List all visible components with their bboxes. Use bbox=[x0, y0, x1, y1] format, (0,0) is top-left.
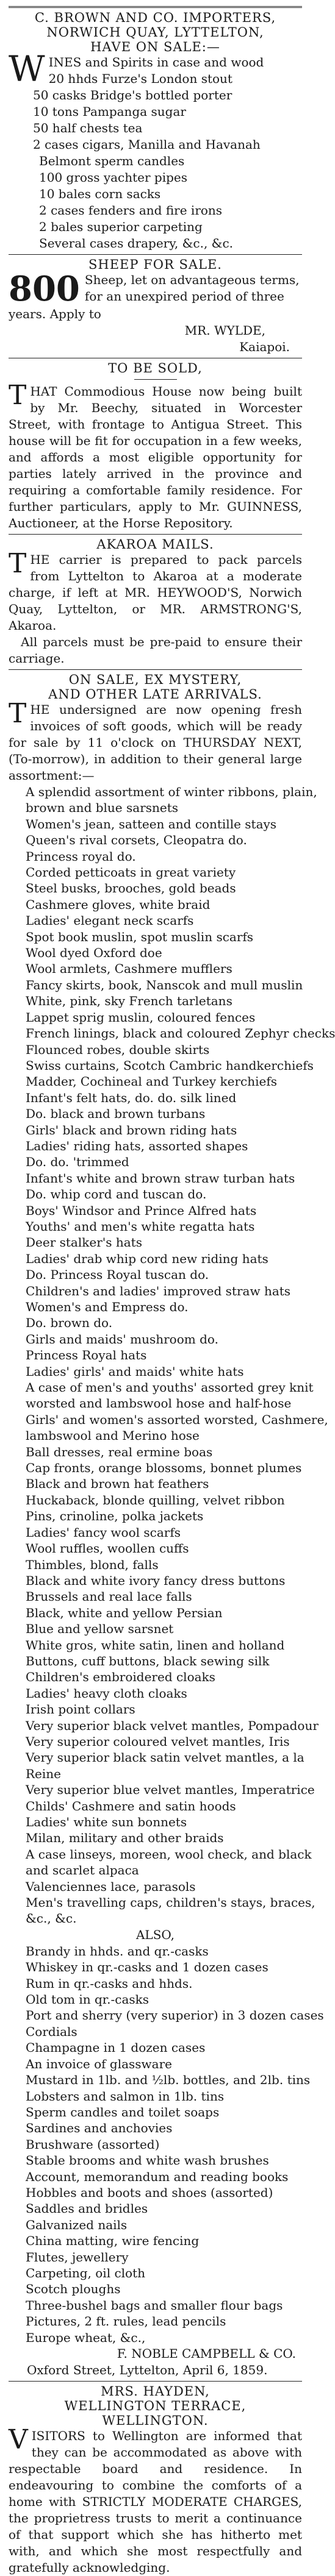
list-item: Irish point collars bbox=[26, 1702, 135, 1717]
list-item: Do. do. 'trimmed bbox=[26, 1155, 129, 1170]
list-item: Stable brooms and white wash brushes bbox=[26, 2153, 269, 2168]
list-item: Mustard in 1lb. and ½lb. bottles, and 2lb. tins bbox=[26, 2073, 311, 2088]
brown-have: HAVE ON SALE:— bbox=[90, 40, 220, 54]
list-item: Swiss curtains, Scotch Cambric handkerchiefs bbox=[26, 1058, 314, 1073]
list-item: White gros, white satin, linen and holland bbox=[26, 1637, 285, 1653]
list-item: Infant's white and brown straw turban hats bbox=[26, 1170, 295, 1186]
hayden-advert bbox=[9, 2384, 302, 2576]
list-item: Cashmere gloves, white braid bbox=[26, 897, 211, 912]
list-item: 10 tons Pampanga sugar bbox=[33, 104, 186, 119]
list-item: Girls and maids' mushroom do. bbox=[26, 1331, 218, 1347]
list-item: Saddles and bridles bbox=[26, 2201, 148, 2216]
list-item: Ladies' elegant neck scarfs bbox=[26, 913, 194, 928]
list-item: worsted and lambswool hose and half-hose bbox=[26, 1396, 292, 1411]
list-item: Corded petticoats in great variety bbox=[26, 865, 236, 880]
akaroa-body: HE carrier is prepared to pack parcels from Lyttelton to Akaroa at a moderate charge, if left at MR. HEYWOOD'S, Norwich Quay, Lyttelton, or MR. ARMSTRONG'S, Akaroa. bbox=[9, 552, 302, 633]
list-item: Wool ruffles, woollen cuffs bbox=[26, 1541, 189, 1556]
sheep-number: 800 bbox=[9, 269, 80, 309]
list-item: Wool armlets, Cashmere mufflers bbox=[26, 961, 232, 977]
onsale-dateline: Oxford Street, Lyttelton, April 6, 1859. bbox=[27, 2363, 268, 2377]
list-item: Youths' and men's white regatta hats bbox=[26, 1219, 255, 1234]
list-item: Ladies' heavy cloth cloaks bbox=[26, 1685, 187, 1701]
list-item: brown and blue sarsnets bbox=[26, 800, 179, 816]
akaroa-advert bbox=[9, 537, 302, 667]
brown-dropcap: W bbox=[9, 48, 45, 90]
list-item: Very superior black satin velvet mantles, a la bbox=[26, 1750, 304, 1765]
list-item: Men's travelling caps, children's stays, braces, bbox=[26, 1895, 315, 1910]
list-item: Women's jean, satteen and contille stays bbox=[26, 816, 277, 831]
list-item: Huckaback, blonde quilling, velvet ribbon bbox=[26, 1492, 285, 1507]
sheep-line1: Sheep, let on advantageous terms, bbox=[84, 272, 300, 287]
list-item: Deer stalker's hats bbox=[26, 1235, 142, 1250]
brown-list bbox=[9, 48, 302, 252]
list-item: Infant's felt hats, do. do. silk lined bbox=[26, 1090, 237, 1105]
onsale-also: ALSO, bbox=[135, 1927, 175, 1942]
onsale-dropcap: T bbox=[9, 698, 27, 729]
list-item: Brussels and real lace falls bbox=[26, 1589, 192, 1604]
brown-address: NORWICH QUAY, LYTTELTON, bbox=[46, 25, 264, 40]
list-item: Girls' black and brown riding hats bbox=[26, 1122, 237, 1137]
onsale-sign: F. NOBLE CAMPBELL & CO. bbox=[117, 2346, 296, 2361]
list-item: Girls' and women's assorted worsted, Cashmere, bbox=[26, 1412, 328, 1427]
list-item: Very superior coloured velvet mantles, Iris bbox=[26, 1734, 290, 1749]
list-item: Whiskey in qr.-casks and 1 dozen cases bbox=[26, 1960, 268, 1975]
divider bbox=[9, 534, 302, 535]
list-item: and scarlet alpaca bbox=[26, 1863, 139, 1878]
list-item: Scotch ploughs bbox=[26, 2282, 121, 2297]
list-item: Cap fronts, orange blossoms, bonnet plumes bbox=[26, 1461, 302, 1476]
divider bbox=[9, 669, 302, 670]
list-item: A case of men's and youths' assorted grey knit bbox=[26, 1380, 314, 1395]
list-item: Madder, Cochineal and Turkey kerchiefs bbox=[26, 1074, 277, 1089]
onsale-title1: ON SALE, EX MYSTERY, bbox=[68, 672, 242, 687]
list-item: Sperm candles and toilet soaps bbox=[26, 2104, 220, 2119]
list-item: Ladies' girls' and maids' white hats bbox=[26, 1364, 244, 1379]
list-item: Pins, crinoline, polka jackets bbox=[26, 1509, 204, 1524]
hayden-title2: WELLINGTON TERRACE, bbox=[64, 2399, 247, 2413]
top-rule bbox=[9, 6, 302, 8]
hayden-dropcap: V bbox=[9, 2424, 28, 2455]
list-item: Europe wheat, &c., bbox=[26, 2330, 146, 2345]
list-item: Carpeting, oil cloth bbox=[26, 2265, 146, 2280]
hayden-title1: MRS. HAYDEN, bbox=[101, 2384, 210, 2399]
list-item: Black and white ivory fancy dress buttons bbox=[26, 1573, 286, 1588]
list-item: Three-bushel bags and smaller flour bags bbox=[26, 2297, 283, 2313]
list-item: An invoice of glassware bbox=[26, 2056, 172, 2071]
list-item: Several cases drapery, &c., &c. bbox=[39, 236, 234, 251]
list-item: lambswool and Merino hose bbox=[26, 1428, 200, 1443]
sheep-line3: years. Apply to bbox=[9, 307, 101, 321]
list-item: Milan, military and other braids bbox=[26, 1831, 224, 1846]
list-item: White, pink, sky French tarletans bbox=[26, 994, 232, 1009]
list-item: Brandy in hhds. and qr.-casks bbox=[26, 1943, 209, 1959]
list-item: &c., &c. bbox=[26, 1911, 77, 1926]
list-item: Princess Royal hats bbox=[26, 1348, 147, 1363]
list-item: 2 cases cigars, Manilla and Havanah bbox=[33, 137, 261, 152]
list-item: Old tom in qr.-casks bbox=[26, 1992, 149, 2007]
list-item: Ladies' white sun bonnets bbox=[26, 1815, 187, 1829]
list-item: Pictures, 2 ft. rules, lead pencils bbox=[26, 2314, 226, 2329]
list-item: China matting, wire fencing bbox=[26, 2233, 200, 2249]
list-item: Reine bbox=[26, 1766, 62, 1781]
divider bbox=[9, 2381, 302, 2382]
divider bbox=[9, 254, 302, 255]
brown-title: C. BROWN AND CO. IMPORTERS, bbox=[34, 10, 276, 25]
list-item: Ladies' drab whip cord new riding hats bbox=[26, 1251, 268, 1266]
hayden-title3: WELLINGTON. bbox=[102, 2413, 209, 2428]
list-item: Port and sherry (very superior) in 3 dozen cases bbox=[26, 2008, 324, 2023]
list-item: Spot book muslin, spot muslin scarfs bbox=[26, 929, 254, 944]
list-item: Thimbles, blond, falls bbox=[26, 1557, 159, 1572]
list-item: Ball dresses, real ermine boas bbox=[26, 1444, 213, 1459]
list-item: Do. black and brown turbans bbox=[26, 1106, 206, 1122]
list-item: Ladies' fancy wool scarfs bbox=[26, 1525, 181, 1540]
sold-body: HAT Commodious House now being built by Mr. Beechy, situated in Worcester Street, with frontage to Antigua Street. This house will be fit for occupation in a few weeks, and affords a most eligible opportunity for parties lately arrived in the province and requiring a comfortable family residence. For further particulars, apply to Mr. GUINNESS, Auctioneer, at the Horse Repository. bbox=[9, 384, 302, 530]
sold-title: TO BE SOLD, bbox=[108, 361, 203, 375]
list-item: 2 bales superior carpeting bbox=[39, 219, 203, 234]
list-item: 10 bales corn sacks bbox=[39, 187, 161, 201]
list-item: Queen's rival corsets, Cleopatra do. bbox=[26, 833, 247, 848]
list-item: Flutes, jewellery bbox=[26, 2249, 129, 2265]
list-item: Black and brown hat feathers bbox=[26, 1476, 209, 1492]
list-item: Children's and ladies' improved straw hats bbox=[26, 1283, 291, 1298]
list-item: Flounced robes, double skirts bbox=[26, 1042, 210, 1057]
sheep-advert bbox=[9, 257, 302, 355]
onsale-title2: AND OTHER LATE ARRIVALS. bbox=[48, 687, 262, 702]
akaroa-dropcap: T bbox=[9, 548, 27, 579]
list-item: Sardines and anchovies bbox=[26, 2121, 173, 2136]
akaroa-title: AKAROA MAILS. bbox=[96, 537, 214, 552]
list-item: Lobsters and salmon in 1lb. tins bbox=[26, 2088, 225, 2104]
list-item: Blue and yellow sarsnet bbox=[26, 1621, 174, 1637]
brown-advert bbox=[9, 10, 302, 252]
list-item: A case linseys, moreen, wool check, and black bbox=[26, 1846, 312, 1862]
list-item: Brushware (assorted) bbox=[26, 2137, 160, 2152]
list-item: Steel busks, brooches, gold beads bbox=[26, 881, 236, 896]
list-item: Belmont sperm candles bbox=[39, 154, 185, 168]
list-item: Do. brown do. bbox=[26, 1315, 113, 1331]
short-rule bbox=[134, 379, 177, 380]
list-item: Account, memorandum and reading books bbox=[26, 2169, 289, 2184]
list-item: Buttons, cuff buttons, black sewing silk bbox=[26, 1653, 270, 1668]
list-item: Wool dyed Oxford doe bbox=[26, 945, 162, 961]
list-item: 20 hhds Furze's London stout bbox=[48, 71, 232, 86]
list-item: Do. Princess Royal tuscan do. bbox=[26, 1267, 209, 1283]
onsale-items2-list bbox=[9, 1943, 324, 2346]
sheep-title: SHEEP FOR SALE. bbox=[88, 257, 222, 272]
list-item: French linings, black and coloured Zephyr checks bbox=[26, 1026, 335, 1041]
list-item: Galvanized nails bbox=[26, 2217, 128, 2232]
sheep-name: MR. WYLDE, bbox=[184, 323, 265, 338]
akaroa-note: All parcels must be pre-paid to ensure their carriage. bbox=[9, 635, 302, 666]
list-item: INES and Spirits in case and wood bbox=[48, 55, 264, 69]
list-item: Very superior black velvet mantles, Pompadour bbox=[26, 1718, 319, 1733]
list-item: 100 gross yachter pipes bbox=[39, 170, 188, 185]
list-item: 50 casks Bridge's bottled porter bbox=[33, 88, 232, 102]
list-item: Valenciennes lace, parasols bbox=[26, 1879, 196, 1894]
list-item: Princess royal do. bbox=[26, 849, 136, 864]
list-item: Cordials bbox=[26, 2024, 77, 2039]
sold-advert bbox=[9, 361, 302, 532]
list-item: Fancy skirts, book, Nanscok and mull muslin bbox=[26, 977, 303, 992]
onsale-intro: HE undersigned are now opening fresh invoices of soft goods, which will be ready for sale by 11 o'clock on THURSDAY NEXT, (To-morrow), in addition to their general large assortment:— bbox=[9, 702, 302, 783]
sheep-place: Kaiapoi. bbox=[239, 340, 290, 354]
onsale-advert bbox=[9, 672, 335, 2379]
list-item: Black, white and yellow Persian bbox=[26, 1605, 223, 1620]
sold-dropcap: T bbox=[9, 380, 27, 411]
list-item: A splendid assortment of winter ribbons, plain, bbox=[26, 785, 317, 799]
list-item: Childs' Cashmere and satin hoods bbox=[26, 1798, 236, 1813]
list-item: Lappet sprig muslin, coloured fences bbox=[26, 1009, 256, 1025]
onsale-items-list bbox=[9, 784, 335, 1927]
list-item: Women's and Empress do. bbox=[26, 1300, 189, 1314]
list-item: 50 half chests tea bbox=[33, 121, 143, 135]
sheep-line2: for an unexpired period of three bbox=[84, 289, 284, 304]
list-item: Champagne in 1 dozen cases bbox=[26, 2040, 206, 2055]
hayden-body: ISITORS to Wellington are informed that they can be accommodated as above with respectable board and residence. In endeavouring to combine the comforts of a home with STRICTLY MODERATE CHARGES, the proprietress trusts to merit a continuance of that support which she has hitherto met with, and which she most respectfully and gratefully acknowledging. bbox=[9, 2428, 302, 2575]
list-item: Very superior blue velvet mantles, Imperatrice bbox=[26, 1782, 315, 1798]
list-item: Do. whip cord and tuscan do. bbox=[26, 1187, 207, 1202]
list-item: Rum in qr.-casks and hhds. bbox=[26, 1976, 193, 1991]
list-item: Boys' Windsor and Prince Alfred hats bbox=[26, 1203, 257, 1218]
list-item: Ladies' riding hats, assorted shapes bbox=[26, 1138, 248, 1153]
list-item: 2 cases fenders and fire irons bbox=[39, 203, 223, 218]
list-item: Hobbles and boots and shoes (assorted) bbox=[26, 2185, 273, 2200]
list-item: Children's embroidered cloaks bbox=[26, 1670, 215, 1685]
